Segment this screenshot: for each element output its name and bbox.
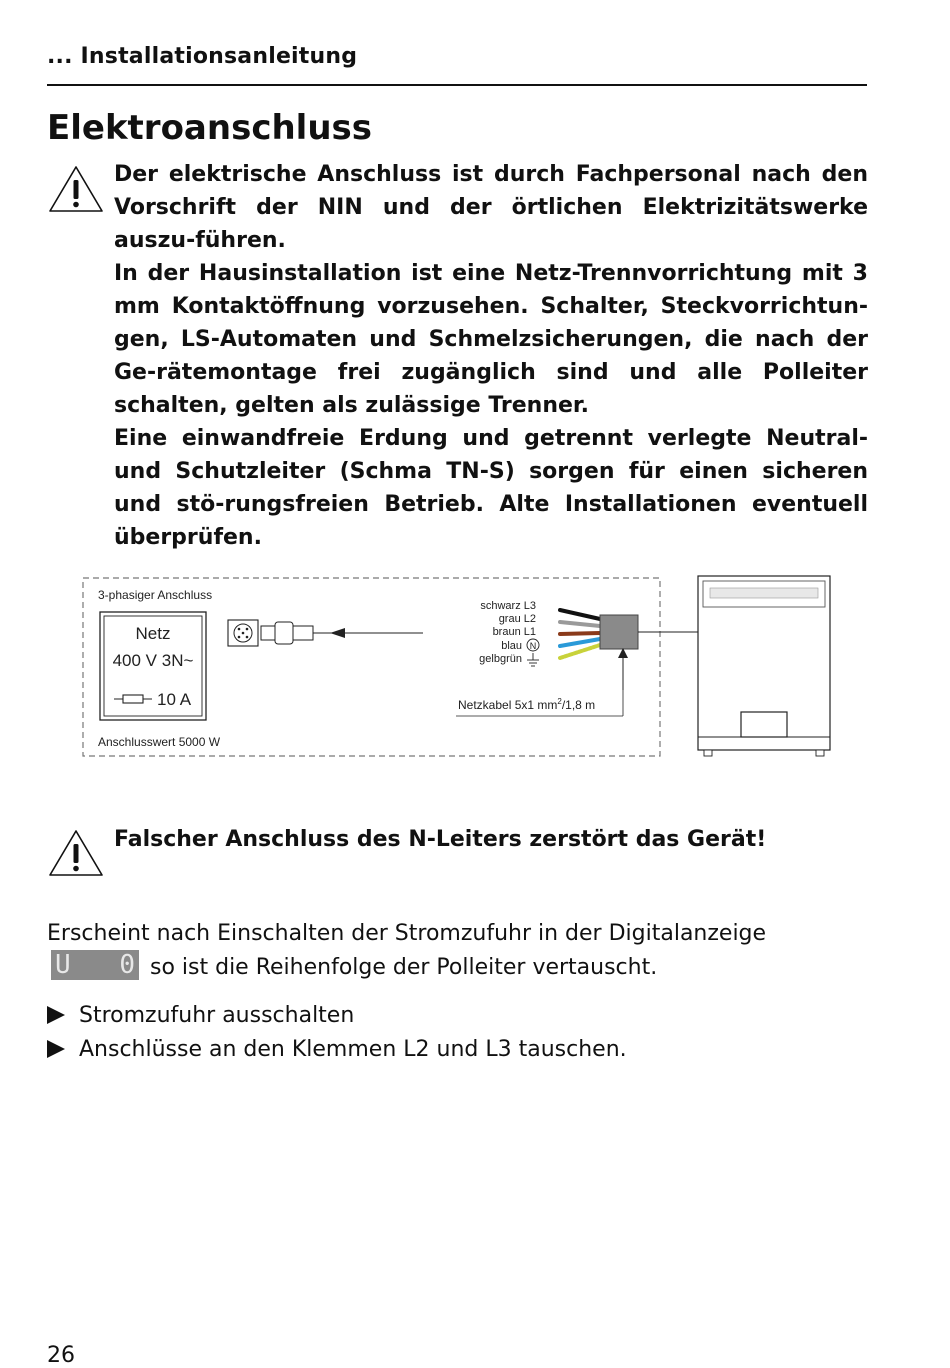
box-label: 3-phasiger Anschluss: [98, 588, 213, 602]
warning-triangle-icon: [47, 828, 105, 878]
warning-paragraph: Der elektrische Anschluss ist durch Fachpersonal nach den Vorschrift der NIN und der örtlichen Elektrizitätswerke auszu-führen.: [114, 162, 868, 253]
anschlusswert-label: Anschlusswert 5000 W: [98, 735, 221, 749]
neutral-symbol-label: N: [529, 641, 537, 651]
wire-grey: [560, 622, 600, 626]
warning-paragraph: In der Hausinstallation ist eine Netz-Trennvorrichtung mit 3 mm Kontaktöffnung vorzusehen. Schalter, Steckvorrichtun-gen, LS-Automaten und Schmelzsicherungen, die nach der Ge-rätemontage frei zugänglich sind und alle Polleiter schalten, gelten als zulässige Trenner.: [114, 261, 868, 418]
wire-brown: [560, 633, 600, 634]
info-text-pre: Erscheint nach Einschalten der Stromzufuhr in der Digitalanzeige: [47, 921, 767, 946]
netz-label: Netz: [135, 624, 171, 643]
wire-black: [560, 610, 600, 619]
ground-icon: [527, 653, 539, 666]
warning-text-short: Falscher Anschluss des N-Leiters zerstört das Gerät!: [114, 827, 767, 852]
play-arrow-icon: [47, 1006, 65, 1024]
socket-icon: [228, 620, 258, 646]
warning-triangle-icon: [47, 164, 105, 214]
mains-box: [100, 612, 206, 720]
warning-paragraph: Eine einwandfreie Erdung und getrennt verlegte Neutral- und Schutzleiter (Schma TN-S) sorgen für einen sicheren und stö-rungsfreien Betrieb. Alte Installationen eventuell überprüfen.: [114, 426, 868, 550]
cable-label: Netzkabel 5x1 $mm^2/1,8$ m: [458, 697, 596, 712]
wire-label: gelbgrün: [479, 653, 522, 665]
info-text-post: so ist die Reihenfolge der Polleiter vertauscht.: [150, 955, 658, 980]
wire-label: blau: [501, 640, 522, 652]
warning-text: [114, 158, 868, 554]
step-item: [47, 1033, 627, 1066]
digital-display: [51, 950, 139, 980]
wire-labels: [479, 600, 539, 666]
fuse-label: 10 A: [157, 690, 192, 709]
arrow-icon: [330, 628, 345, 638]
section-header: ... Installationsanleitung: [47, 44, 358, 69]
fuse-icon: [114, 695, 152, 703]
step-text: Stromzufuhr ausschalten: [79, 1003, 355, 1028]
display-char-right: 0: [119, 950, 135, 980]
display-char-left: U: [55, 950, 71, 980]
info-paragraph: [47, 917, 868, 984]
wire-bundle: [560, 610, 698, 658]
page-title: Elektroanschluss: [47, 108, 373, 148]
wire-label: grau L2: [498, 613, 536, 625]
header-rule: [47, 84, 867, 86]
page-number: 26: [47, 1343, 75, 1368]
wire-label: braun L1: [492, 626, 536, 638]
wiring-diagram: [78, 572, 838, 764]
step-text: Anschlüsse an den Klemmen L2 und L3 tauschen.: [79, 1037, 627, 1062]
voltage-label: 400 V 3N~: [112, 651, 194, 670]
cable-sheath: [600, 615, 638, 649]
wire-label: schwarz L3: [480, 600, 536, 612]
appliance-icon: [660, 576, 830, 756]
play-arrow-icon: [47, 1040, 65, 1058]
step-item: [47, 999, 354, 1032]
